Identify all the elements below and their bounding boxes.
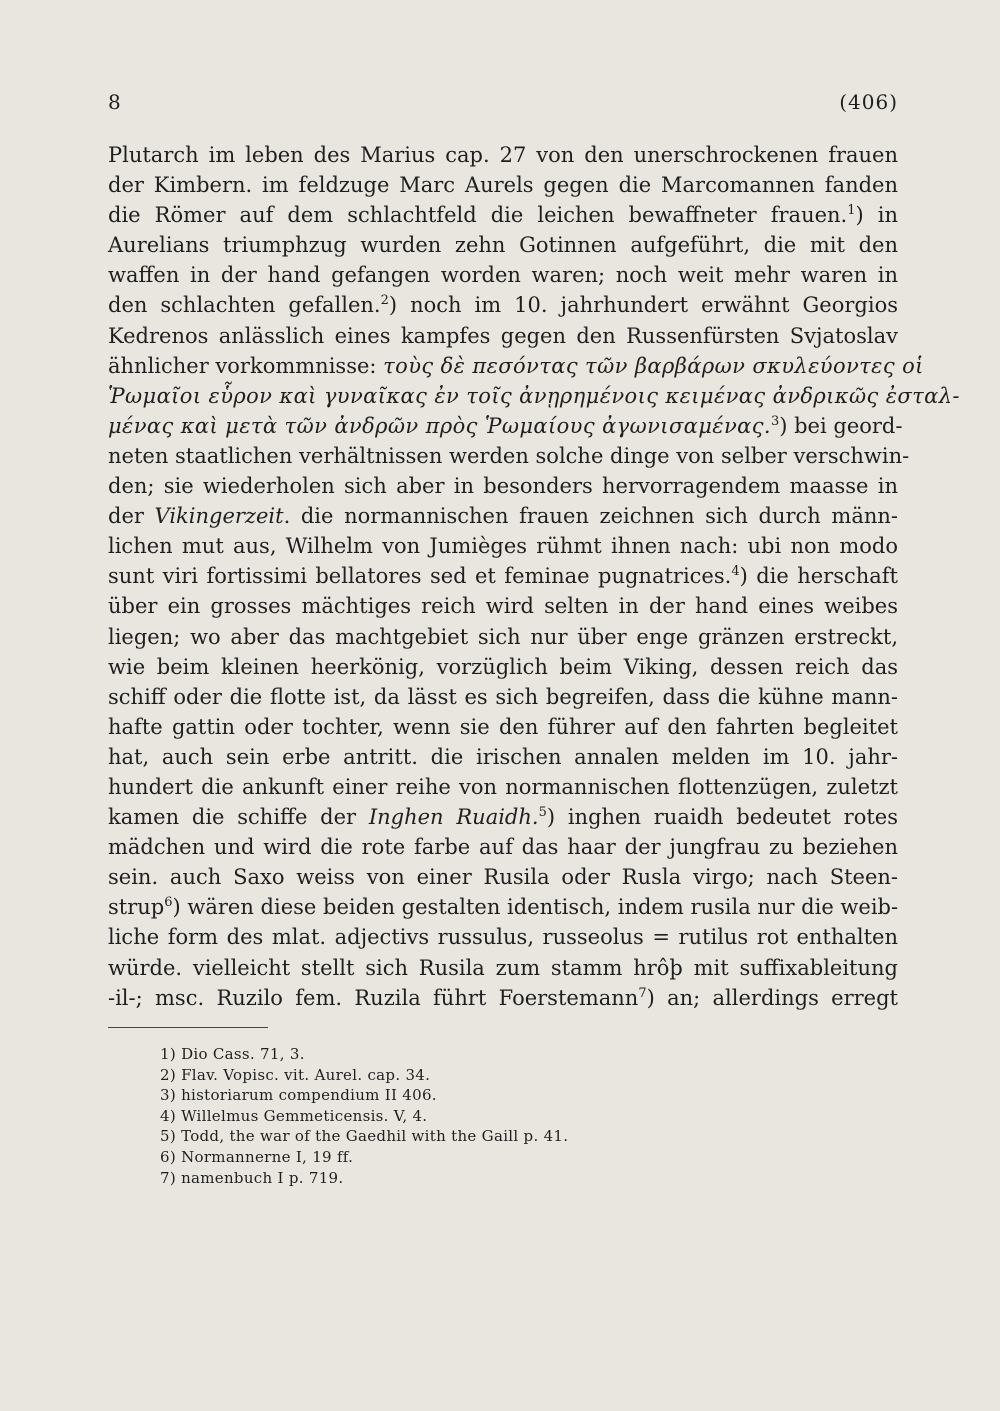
text-span: kamen die schiffe der [108, 805, 369, 830]
text-span: Kedrenos anlässlich eines kampfes gegen den Russenfürsten Svjatoslav [108, 323, 898, 348]
footnote: 6) Normannerne I, 19 ff. [160, 1147, 354, 1166]
text-line [108, 381, 960, 411]
footnote-marker: 4 [731, 564, 740, 580]
footnote: 4) Willelmus Gemmeticensis. V, 4. [160, 1106, 428, 1125]
text-line [108, 622, 898, 652]
text-span: strup [108, 895, 165, 920]
text-span: waffen in der hand gefangen worden waren; noch weit mehr waren in [108, 263, 898, 288]
page-number: 8 [108, 90, 121, 114]
footnote: 7) namenbuch I p. 719. [160, 1168, 344, 1187]
text-span: den schlachten gefallen. [108, 293, 381, 318]
text-line [108, 983, 898, 1013]
footnote: 3) historiarum compendium II 406. [160, 1086, 437, 1105]
footnote: 1) Dio Cass. 71, 3. [160, 1045, 305, 1063]
italic-text: Inghen Ruaidh. [368, 805, 539, 830]
italic-text: Vikingerzeit [154, 504, 284, 529]
greek-text: τοὺς δὲ πεσόντας τῶν βαρβάρων σκυλεύοντες οἱ [383, 353, 924, 378]
footnote-marker: 1 [847, 203, 856, 219]
text-span: sunt viri fortissimi bellatores sed et feminae pugnatrices. [108, 564, 732, 589]
text-span: wie beim kleinen heerkönig, vorzüglich beim Viking, dessen reich das [108, 654, 898, 679]
text-line [108, 200, 898, 230]
text-line [108, 682, 898, 712]
text-span: -il-; msc. Ruzilo fem. Ruzila führt Foerstemann [108, 985, 639, 1010]
text-span: würde. vielleicht stellt sich Rusila zum stamm hrôþ mit suffixableitung [108, 955, 898, 980]
text-line [108, 140, 898, 170]
body-text [108, 140, 960, 1013]
text-line [108, 561, 898, 591]
text-span: schiff oder die flotte ist, da lässt es sich begreifen, dass die kühne mann- [108, 684, 898, 709]
greek-text: μένας καὶ μετὰ τῶν ἀνδρῶν πρὸς Ῥωμαίους ἀγωνισαμένας. [108, 413, 771, 438]
text-line [108, 652, 898, 682]
text-line [108, 862, 898, 892]
text-span: über ein grosses mächtiges reich wird selten in der hand eines weibes [108, 594, 898, 619]
text-span: ) inghen ruaidh bedeutet rotes [546, 805, 898, 830]
footnote-marker: 5 [538, 805, 547, 821]
text-span: hafte gattin oder tochter, wenn sie den führer auf den fahrten begleitet [108, 714, 898, 739]
text-line [108, 832, 898, 862]
text-span: liche form des mlat. adjectivs russulus, russeolus = rutilus rot enthalten [108, 925, 898, 950]
text-line [108, 230, 898, 260]
text-span: der Kimbern. im feldzuge Marc Aurels gegen die Marcomannen fanden [108, 173, 898, 198]
page-reference: (406) [839, 90, 898, 114]
text-line [108, 411, 903, 441]
text-span: hundert die ankunft einer reihe von normannischen flottenzügen, zuletzt [108, 774, 898, 799]
text-span: ) an; allerdings erregt [646, 985, 898, 1010]
text-span: mädchen und wird die rote farbe auf das haar der jungfrau zu beziehen [108, 835, 898, 860]
text-line [108, 321, 898, 351]
text-line [108, 953, 898, 983]
text-line [108, 471, 898, 501]
text-line [108, 892, 898, 922]
text-span: die Römer auf dem schlachtfeld die leichen bewaffneter frauen. [108, 203, 848, 228]
text-line [108, 351, 924, 381]
text-line [108, 290, 898, 320]
text-span: ) noch im 10. jahrhundert erwähnt Georgios [388, 293, 898, 318]
text-span: der [108, 504, 155, 529]
text-span: neten staatlichen verhältnissen werden solche dinge von selber verschwin- [108, 443, 910, 468]
text-line [108, 802, 898, 832]
footnote: 5) Todd, the war of the Gaedhil with the Gaill p. 41. [160, 1127, 569, 1146]
text-span: ) die herschaft [739, 564, 898, 589]
text-line [108, 441, 910, 471]
footnotes [160, 1044, 760, 1188]
text-span: den; sie wiederholen sich aber in besonders hervorragendem maasse in [108, 474, 898, 499]
text-line [108, 712, 898, 742]
text-line [108, 742, 898, 772]
text-line [108, 170, 898, 200]
text-span: liegen; wo aber das machtgebiet sich nur über enge gränzen erstreckt, [108, 624, 898, 649]
text-span: Aurelians triumphzug wurden zehn Gotinnen aufgeführt, die mit den [108, 233, 898, 258]
text-line [108, 260, 898, 290]
footnote: 2) Flav. Vopisc. vit. Aurel. cap. 34. [160, 1065, 431, 1084]
page-header [108, 90, 898, 120]
text-line [108, 772, 898, 802]
text-line [108, 531, 898, 561]
text-span: ) wären diese beiden gestalten identisch, indem rusila nur die weib- [172, 895, 899, 920]
text-span: sein. auch Saxo weiss von einer Rusila oder Rusla virgo; nach Steen- [108, 865, 898, 890]
text-line [108, 501, 898, 531]
footnote-marker: 6 [164, 895, 173, 911]
text-line [108, 922, 898, 952]
text-span: . die normannischen frauen zeichnen sich durch männ- [283, 504, 898, 529]
text-span: lichen mut aus, Wilhelm von Jumièges rühmt ihnen nach: ubi non modo [108, 534, 898, 559]
text-line [108, 591, 898, 621]
text-span: ) bei geord- [779, 413, 903, 438]
footnote-marker: 7 [638, 985, 647, 1001]
text-span: ) in [855, 203, 898, 228]
footnote-divider [108, 1027, 268, 1028]
footnote-marker: 3 [770, 413, 780, 429]
text-span: hat, auch sein erbe antritt. die irischen annalen melden im 10. jahr- [108, 744, 898, 769]
text-span: ähnlicher vorkommnisse: [108, 353, 384, 378]
greek-text: Ῥωμαῖοι εὗρον καὶ γυναῖκας ἐν τοῖς ἀνῃρημένοις κειμένας ἀνδρικῶς ἐσταλ- [108, 383, 960, 408]
text-span: Plutarch im leben des Marius cap. 27 von den unerschrockenen frauen [108, 143, 898, 167]
footnote-marker: 2 [380, 293, 389, 309]
